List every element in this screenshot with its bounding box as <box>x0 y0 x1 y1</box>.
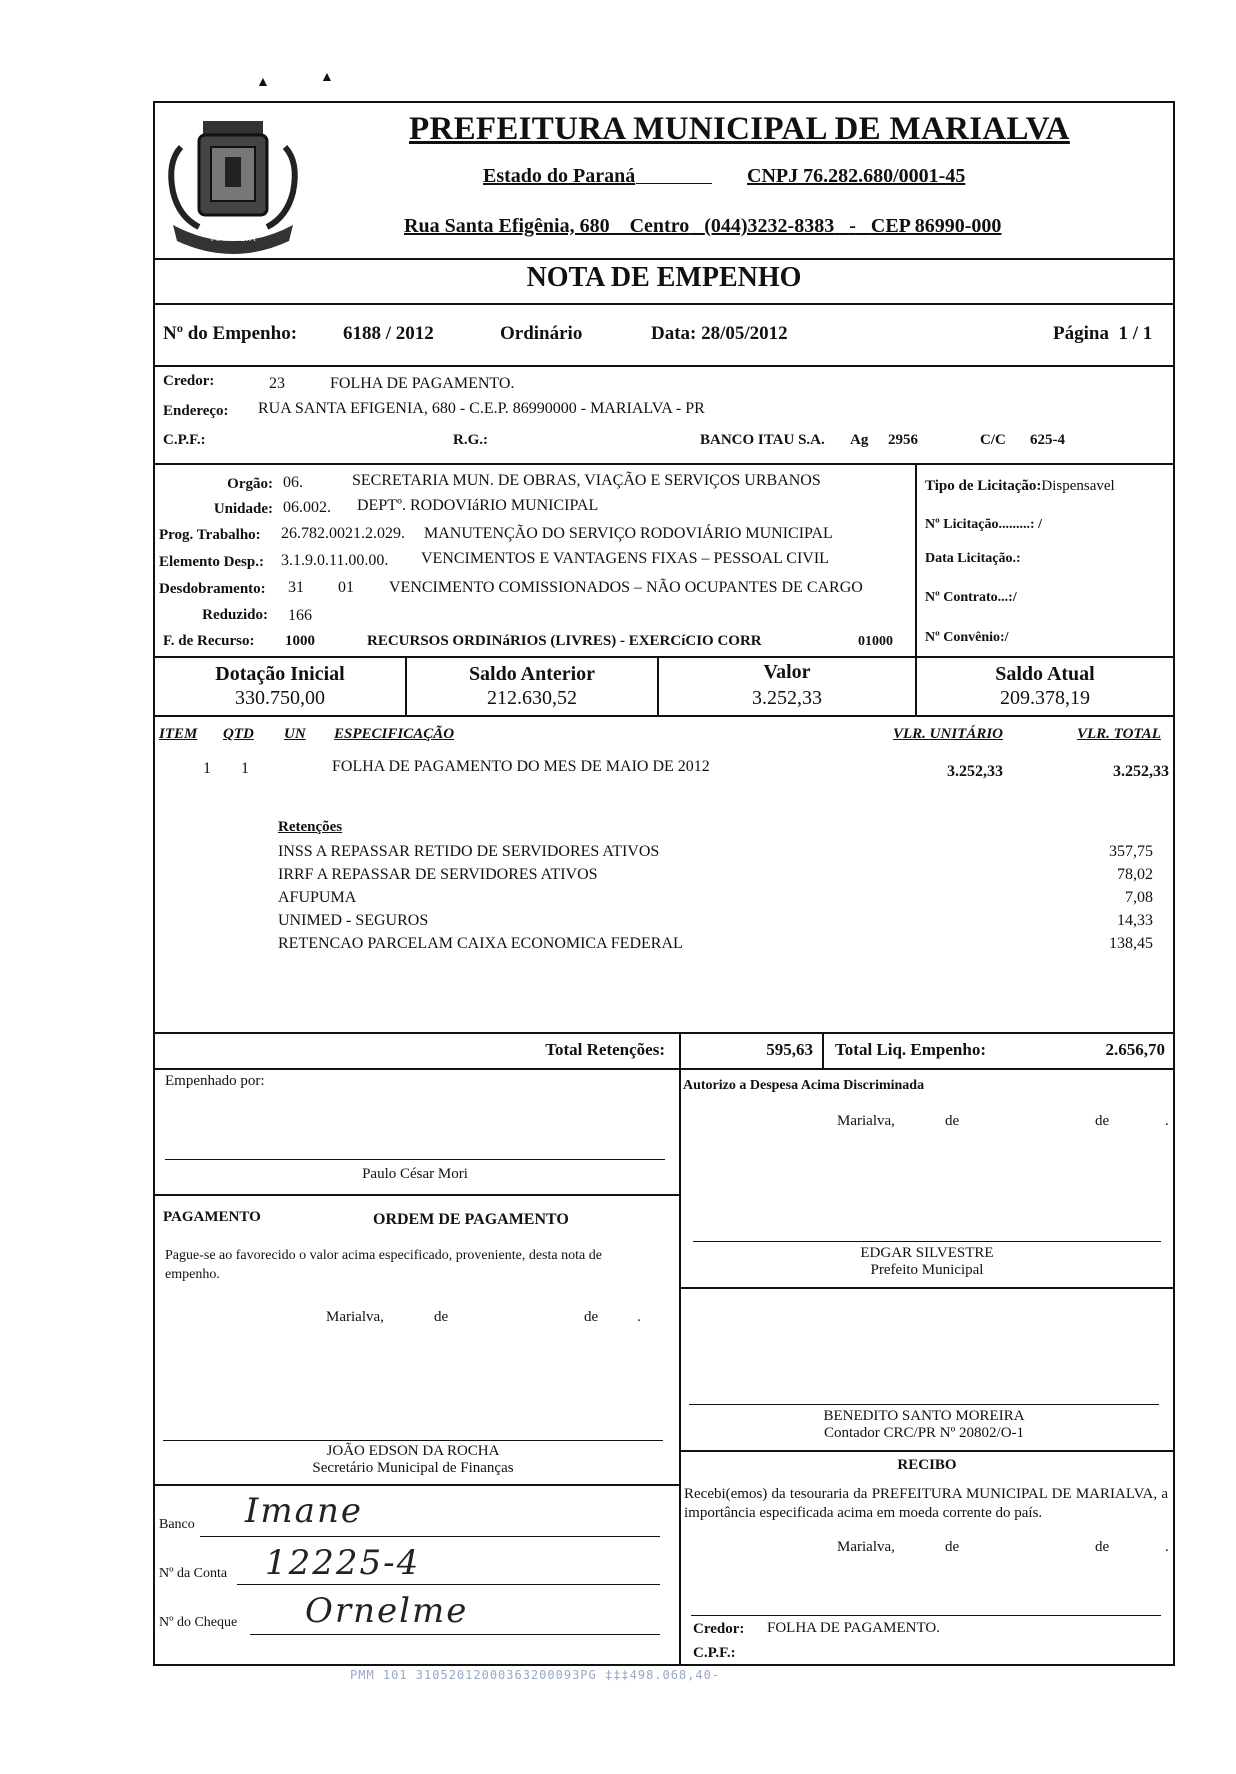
scan-mark: ▲ <box>256 75 270 90</box>
licitacao-tipo-value: Dispensavel <box>1041 478 1115 494</box>
credor-cc-label: C/C <box>980 432 1006 448</box>
unidade-name: DEPTº. RODOVIáRIO MUNICIPAL <box>357 497 599 514</box>
page-number: 1 / 1 <box>1118 323 1153 344</box>
conta-handwritten: 12225-4 <box>265 1543 421 1583</box>
ordem-pagamento-title: ORDEM DE PAGAMENTO <box>373 1211 569 1228</box>
saldo-anterior-value: 212.630,52 <box>487 687 577 709</box>
credor-label: Credor: <box>163 373 215 389</box>
cheque-handwritten: Ornelme <box>305 1591 469 1631</box>
authentication-stamp: PMM 101 31052012000363200093PG ‡‡‡498.068,40- <box>350 1668 721 1682</box>
divider <box>155 715 1173 717</box>
retencoes-list <box>278 840 683 955</box>
recibo-cpf-label: C.P.F.: <box>693 1645 736 1661</box>
recibo-credor-label: Credor: <box>693 1621 745 1637</box>
prog-code: 26.782.0021.2.029. <box>281 525 405 542</box>
banco-line <box>200 1536 660 1537</box>
item-number: 1 <box>203 760 211 777</box>
saldo-atual-label: Saldo Atual <box>995 663 1095 685</box>
autorizo-end: . <box>1165 1113 1169 1129</box>
pagamento-de2: de <box>584 1309 599 1325</box>
fonte-code: 1000 <box>285 633 315 649</box>
pagamento-de1: de <box>434 1309 449 1325</box>
page-indicator <box>1053 323 1152 345</box>
header-cep: CEP 86990-000 <box>870 215 1002 237</box>
contador-role: Contador CRC/PR Nº 20802/O-1 <box>823 1425 1025 1441</box>
divider <box>155 258 1173 260</box>
unidade-code: 06.002. <box>283 499 331 516</box>
elemento-label: Elemento Desp.: <box>159 554 264 570</box>
licitacao-date: Data Licitação.: <box>925 551 1021 566</box>
contador-name: BENEDITO SANTO MOREIRA <box>823 1408 1025 1424</box>
divider <box>155 303 1173 305</box>
licitacao-number: Nº Licitação.........: / <box>925 517 1042 532</box>
col-un: UN <box>284 726 306 742</box>
autorizo-de2: de <box>1095 1113 1110 1129</box>
saldo-atual-value: 209.378,19 <box>1000 687 1090 709</box>
orgao-code: 06. <box>283 474 303 491</box>
cheque-line <box>250 1634 660 1635</box>
recibo-de1: de <box>945 1539 960 1555</box>
desdobramento-code2: 01 <box>338 579 354 596</box>
header-address-line <box>404 215 1001 238</box>
credor-bank: BANCO ITAU S.A. <box>700 432 825 448</box>
fonte-label: F. de Recurso: <box>163 633 255 649</box>
prog-label: Prog. Trabalho: <box>159 527 261 543</box>
item-unit-value: 3.252,33 <box>947 763 1003 780</box>
recibo-credor-name: FOLHA DE PAGAMENTO. <box>767 1620 940 1636</box>
divider <box>155 1068 1173 1070</box>
reduzido-value: 166 <box>288 607 312 624</box>
header-phone: (044)3232-8383 <box>704 215 835 237</box>
divider <box>155 463 1173 465</box>
divider-vertical <box>679 1032 681 1068</box>
autorizo-city: Marialva, <box>837 1113 895 1129</box>
retencao-value: 357,75 <box>1109 843 1153 860</box>
credor-ag: 2956 <box>888 432 918 448</box>
credor-rg-label: R.G.: <box>453 432 488 448</box>
cheque-label: Nº do Cheque <box>159 1615 238 1630</box>
retencao-value: 14,33 <box>1117 912 1153 929</box>
dotacao-label: Dotação Inicial <box>215 663 345 685</box>
orgao-label: Orgão: <box>227 476 273 492</box>
unidade-label: Unidade: <box>213 501 273 517</box>
licitacao-convenio: Nº Convênio:/ <box>925 630 1009 645</box>
col-item: ITEM <box>159 726 198 742</box>
credor-address-label: Endereço: <box>163 403 229 419</box>
header-address: Rua Santa Efigênia, 680 <box>404 215 610 237</box>
empenho-type: Ordinário <box>500 323 583 344</box>
underline-gap <box>636 183 712 184</box>
prefeito-name: EDGAR SILVESTRE <box>860 1245 994 1261</box>
divider <box>155 656 1173 658</box>
total-liquido-label: Total Liq. Empenho: <box>835 1040 986 1059</box>
autorizo-title: Autorizo a Despesa Acima Discriminada <box>683 1078 925 1093</box>
dotacao-value: 330.750,00 <box>235 687 325 709</box>
recibo-title: RECIBO <box>897 1457 957 1473</box>
total-retencoes-label: Total Retenções: <box>545 1040 665 1059</box>
recibo-text: Recebi(emos) da tesouraria da PREFEITURA MUNICIPAL DE MARIALVA, a importância especificada acima em moeda corrente do país. <box>684 1486 1168 1521</box>
licitacao-tipo <box>925 478 1115 495</box>
item-qtd: 1 <box>241 760 249 777</box>
divider-vertical <box>679 1068 681 1666</box>
divider <box>679 1287 1173 1289</box>
header-cnpj: CNPJ 76.282.680/0001-45 <box>747 165 966 187</box>
divider <box>155 1484 679 1486</box>
retencao-label: INSS A REPASSAR RETIDO DE SERVIDORES ATIVOS <box>278 843 660 860</box>
divider <box>155 1032 1173 1034</box>
valor-value: 3.252,33 <box>752 687 822 709</box>
recibo-city: Marialva, <box>837 1539 895 1555</box>
valor-label: Valor <box>763 661 811 683</box>
credor-cc: 625-4 <box>1030 432 1065 448</box>
page-label: Página <box>1053 323 1109 344</box>
empenho-number: 6188 / 2012 <box>343 323 434 344</box>
pagamento-city: Marialva, <box>326 1309 384 1325</box>
banco-handwritten: Imane <box>245 1491 363 1531</box>
pagamento-text: Pague-se ao favorecido o valor acima especificado, proveniente, desta nota de empenho. <box>165 1248 602 1282</box>
licitacao-tipo-label: Tipo de Licitação: <box>925 478 1042 494</box>
credor-cpf-label: C.P.F.: <box>163 432 206 448</box>
item-total-value: 3.252,33 <box>1113 763 1169 780</box>
header-separator: - <box>849 215 856 237</box>
credor-ag-label: Ag <box>850 432 869 448</box>
signature-line <box>165 1159 665 1160</box>
municipal-crest-icon <box>159 107 307 257</box>
divider-vertical <box>822 1032 824 1068</box>
col-qtd: QTD <box>223 726 254 742</box>
retencao-value: 138,45 <box>1109 935 1153 952</box>
signature-line <box>689 1404 1159 1405</box>
banco-label: Banco <box>159 1517 195 1532</box>
reduzido-label: Reduzido: <box>202 607 268 623</box>
total-retencoes-value: 595,63 <box>766 1040 813 1059</box>
col-vlr-total: VLR. TOTAL <box>1077 726 1161 742</box>
header-title: PREFEITURA MUNICIPAL DE MARIALVA <box>409 111 1070 147</box>
retencoes-title: Retenções <box>278 819 343 835</box>
desdobramento-code1: 31 <box>288 579 304 596</box>
empenho-number-label: Nº do Empenho: <box>163 323 298 344</box>
empenho-date: Data: 28/05/2012 <box>651 323 788 344</box>
total-liquido-value: 2.656,70 <box>1105 1040 1165 1059</box>
licitacao-contrato: Nº Contrato...:/ <box>925 590 1017 605</box>
document-title: NOTA DE EMPENHO <box>526 262 802 293</box>
saldo-anterior-label: Saldo Anterior <box>468 663 596 685</box>
retencao-label: RETENCAO PARCELAM CAIXA ECONOMICA FEDERAL <box>278 935 683 952</box>
recibo-end: . <box>1165 1539 1169 1555</box>
col-vlr-unitario: VLR. UNITÁRIO <box>893 726 1004 742</box>
secretario-role: Secretário Municipal de Finanças <box>312 1460 514 1476</box>
pagamento-end: . <box>637 1309 641 1325</box>
signature-line <box>691 1615 1161 1616</box>
signature-line <box>163 1440 663 1441</box>
credor-name: FOLHA DE PAGAMENTO. <box>330 375 515 392</box>
divider <box>679 1450 1173 1452</box>
retencao-label: UNIMED - SEGUROS <box>278 912 429 929</box>
fonte-code2: 01000 <box>858 634 893 649</box>
divider <box>155 365 1173 367</box>
pagamento-label: PAGAMENTO <box>163 1209 261 1225</box>
divider-vertical <box>915 463 917 657</box>
divider <box>155 1194 679 1196</box>
orgao-name: SECRETARIA MUN. DE OBRAS, VIAÇÃO E SERVIÇOS URBANOS <box>352 472 821 489</box>
credor-address: RUA SANTA EFIGENIA, 680 - C.E.P. 86990000 - MARIALVA - PR <box>258 400 705 417</box>
col-especificacao: ESPECIFICAÇÃO <box>334 726 455 742</box>
nota-de-empenho-form <box>153 101 1175 1666</box>
empenhado-label: Empenhado por: <box>165 1073 265 1089</box>
prog-name: MANUTENÇÃO DO SERVIÇO RODOVIÁRIO MUNICIPAL <box>424 525 833 542</box>
elemento-name: VENCIMENTOS E VANTAGENS FIXAS – PESSOAL CIVIL <box>421 550 829 567</box>
header-district: Centro <box>629 215 690 237</box>
conta-label: Nº da Conta <box>159 1566 228 1581</box>
retencao-label: IRRF A REPASSAR DE SERVIDORES ATIVOS <box>278 866 598 883</box>
secretario-name: JOÃO EDSON DA ROCHA <box>326 1443 500 1459</box>
retencao-value: 7,08 <box>1125 889 1153 906</box>
desdobramento-name: VENCIMENTO COMISSIONADOS – NÃO OCUPANTES DE CARGO <box>389 579 863 596</box>
prefeito-role: Prefeito Municipal <box>870 1262 984 1278</box>
header-state: Estado do Paraná <box>483 165 636 187</box>
recibo-de2: de <box>1095 1539 1110 1555</box>
prefeito-signature <box>693 1245 1161 1279</box>
fonte-name: RECURSOS ORDINáRIOS (LIVRES) - EXERCíCIO CORR <box>367 633 762 649</box>
contador-signature <box>689 1408 1159 1442</box>
secretario-signature <box>163 1443 663 1477</box>
retencao-value: 78,02 <box>1117 866 1153 883</box>
svg-text:MARIALVA: MARIALVA <box>210 234 256 244</box>
desdobramento-label: Desdobramento: <box>159 581 266 597</box>
retencao-label: AFUPUMA <box>278 889 357 906</box>
empenhado-name: Paulo César Mori <box>362 1166 468 1182</box>
item-description: FOLHA DE PAGAMENTO DO MES DE MAIO DE 2012 <box>332 758 710 775</box>
signature-line <box>693 1241 1161 1242</box>
conta-line <box>237 1584 660 1585</box>
credor-code: 23 <box>269 375 285 392</box>
scan-mark: ▲ <box>320 70 334 85</box>
retencoes-values <box>1015 840 1153 955</box>
autorizo-de1: de <box>945 1113 960 1129</box>
elemento-code: 3.1.9.0.11.00.00. <box>281 552 389 569</box>
